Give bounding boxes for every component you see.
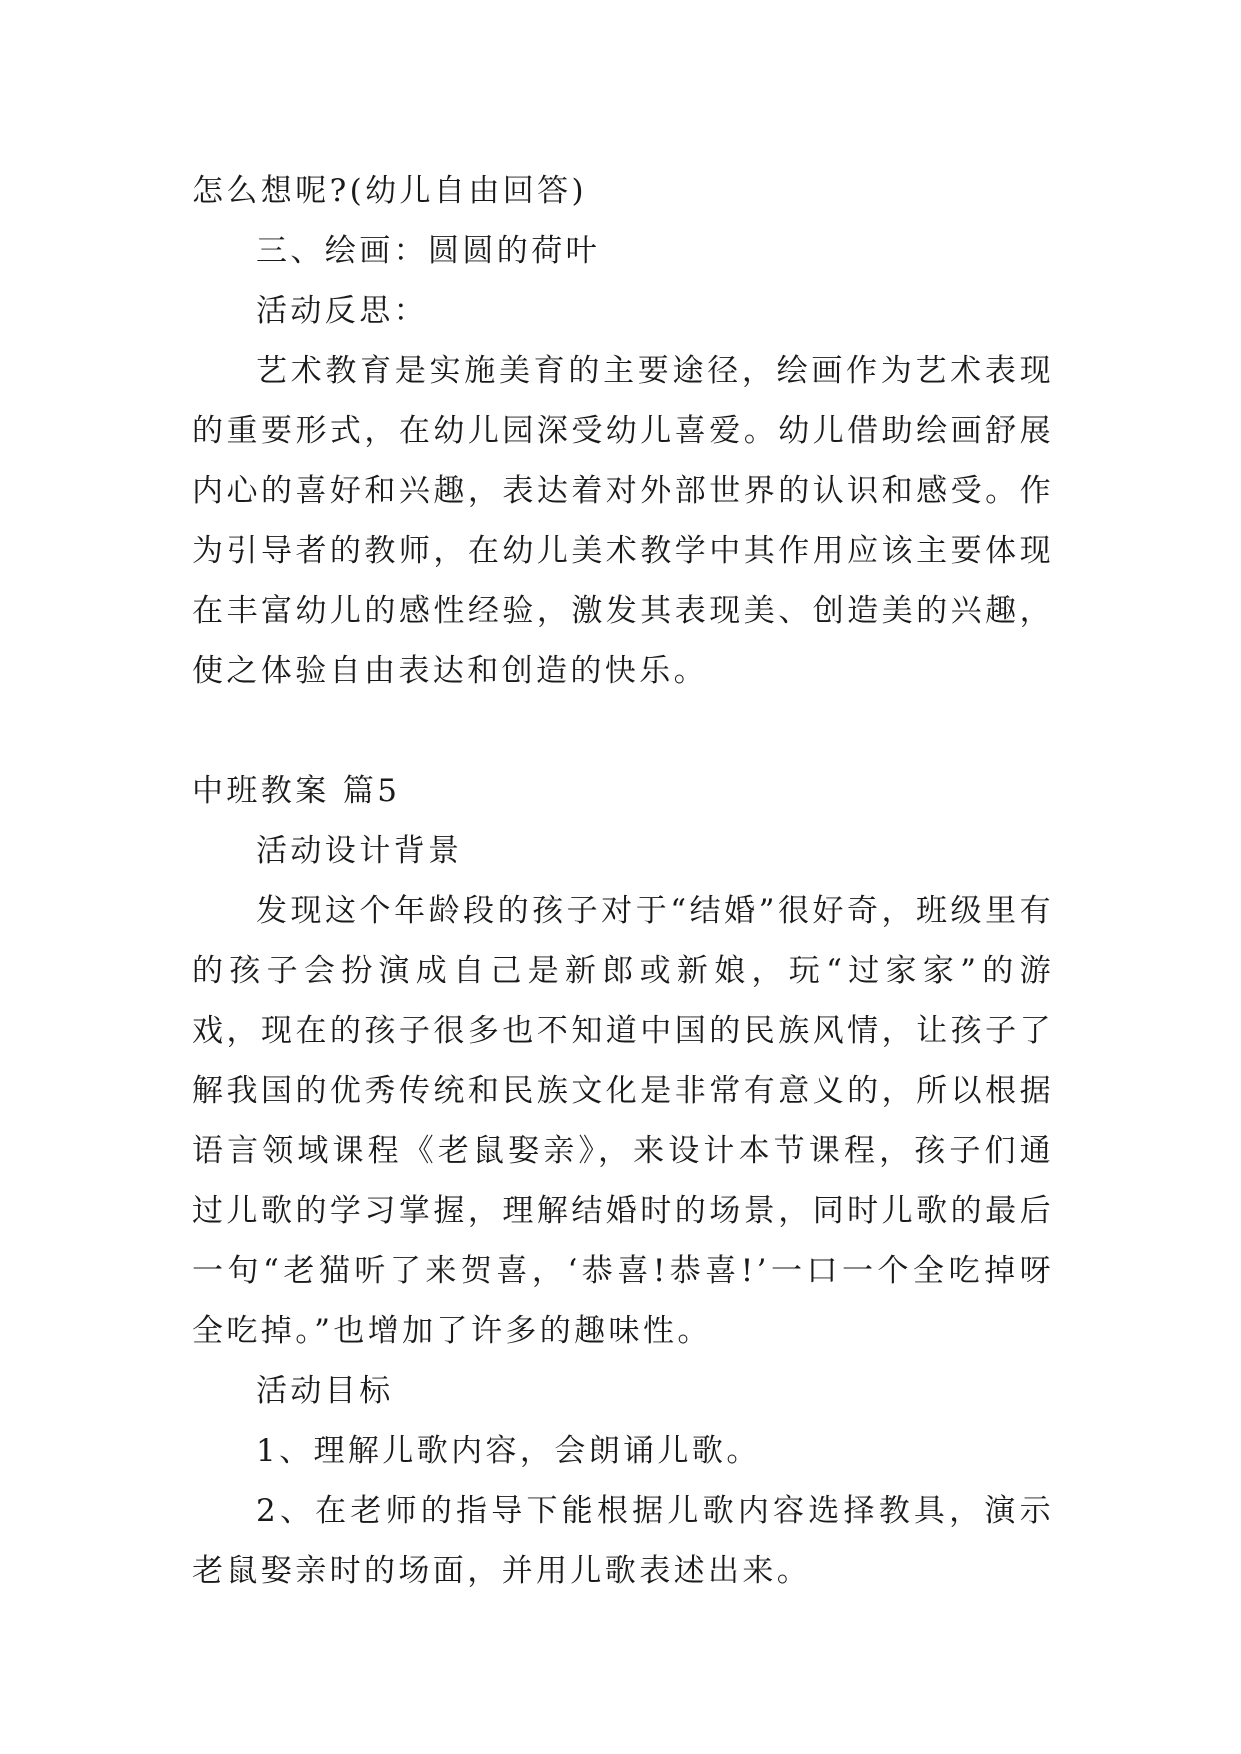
- paragraph-background-body: 发现这个年龄段的孩子对于“结婚”很好奇，班级里有的孩子会扮演成自己是新郎或新娘，玩“过家家”的游戏，现在的孩子很多也不知道中国的民族风情，让孩子了解我国的优秀传统和民族文化是非常有意义的，所以根据语言领域课程《老鼠娶亲》，来设计本节课程，孩子们通过儿歌的学习掌握，理解结婚时的场景，同时儿歌的最后一句“老猫听了来贺喜，‘恭喜!恭喜!’一口一个全吃掉呀全吃掉。”也增加了许多的趣味性。: [192, 893, 1054, 1349]
- paragraph-goal-1: 1、理解儿歌内容，会朗诵儿歌。: [256, 1433, 761, 1469]
- paragraph-background-heading: 活动设计背景: [256, 833, 463, 869]
- paragraph-goals-heading: 活动目标: [256, 1373, 394, 1409]
- paragraph-goal-2: 2、在老师的指导下能根据儿歌内容选择教具，演示老鼠娶亲时的场面，并用儿歌表述出来。: [192, 1493, 1054, 1589]
- document-body: [192, 161, 1054, 1601]
- paragraph-reflection-heading: 活动反思：: [256, 293, 428, 329]
- paragraph-drawing-section: 三、绘画：圆圆的荷叶: [256, 233, 600, 269]
- section-heading: 中班教案 篇5: [192, 773, 401, 809]
- paragraph-reflection-body: 艺术教育是实施美育的主要途径，绘画作为艺术表现的重要形式，在幼儿园深受幼儿喜爱。幼儿借助绘画舒展内心的喜好和兴趣，表达着对外部世界的认识和感受。作为引导者的教师，在幼儿美术教学中其作用应该主要体现在丰富幼儿的感性经验，激发其表现美、创造美的兴趣，使之体验自由表达和创造的快乐。: [192, 353, 1054, 689]
- paragraph-continuation: 怎么想呢?(幼儿自由回答): [192, 173, 588, 209]
